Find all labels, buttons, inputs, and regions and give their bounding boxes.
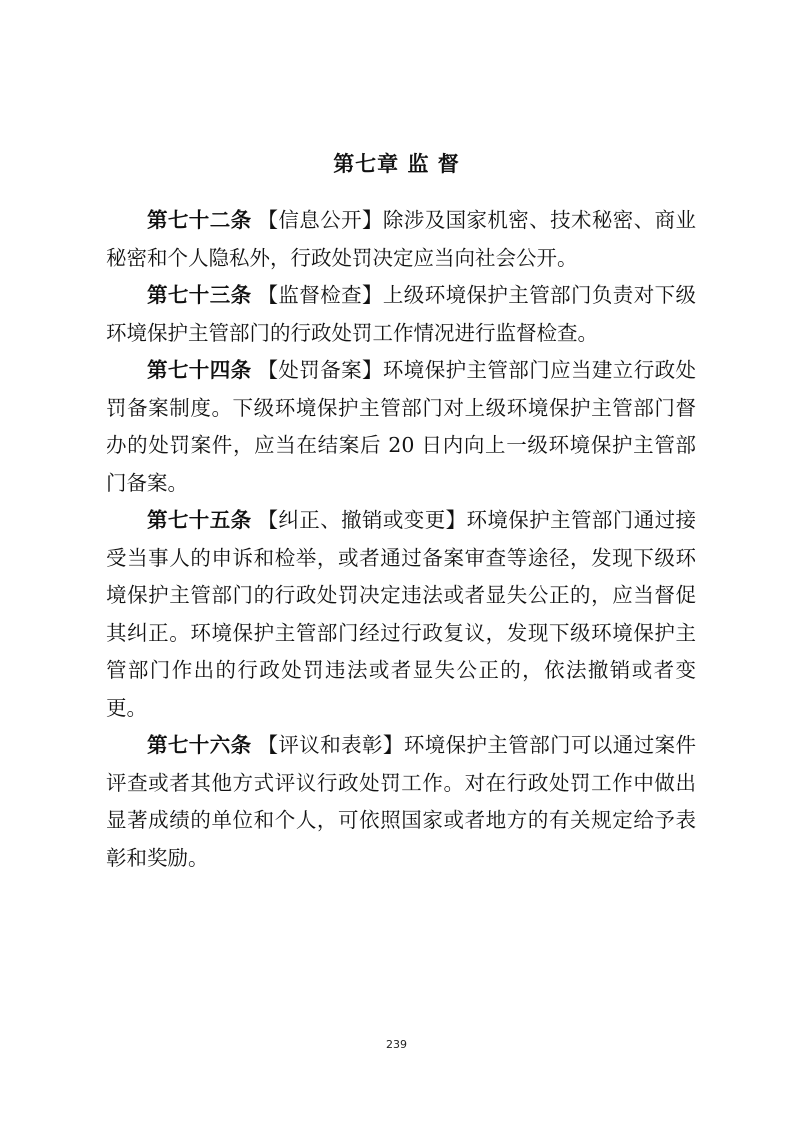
article-75 bbox=[106, 502, 696, 727]
article-73 bbox=[106, 277, 696, 352]
article-72 bbox=[106, 202, 696, 277]
article-tag: 【评议和表彰】 bbox=[257, 733, 404, 757]
article-text: 环境保护主管部门应当建立行政处罚备案制度。下级环境保护主管部门对上级环境保护主管部门督办的处罚案件，应当在结案后 20 日内向上一级环境保护主管部门备案。 bbox=[106, 358, 697, 495]
article-tag: 【监督检查】 bbox=[257, 283, 383, 307]
article-number: 第七十六条 bbox=[147, 733, 252, 757]
article-tag: 【信息公开】 bbox=[257, 208, 383, 232]
article-text: 环境保护主管部门可以通过案件评查或者其他方式评议行政处罚工作。对在行政处罚工作中做出显著成绩的单位和个人，可依照国家或者地方的有关规定给予表彰和奖励。 bbox=[106, 733, 697, 870]
article-number: 第七十五条 bbox=[147, 508, 252, 532]
article-number: 第七十四条 bbox=[147, 358, 252, 382]
article-number: 第七十二条 bbox=[147, 208, 252, 232]
article-number: 第七十三条 bbox=[147, 283, 252, 307]
article-tag: 【处罚备案】 bbox=[257, 358, 383, 382]
article-text: 上级环境保护主管部门负责对下级环境保护主管部门的行政处罚工作情况进行监督检查。 bbox=[106, 283, 697, 345]
article-74 bbox=[106, 352, 696, 502]
article-text: 除涉及国家机密、技术秘密、商业秘密和个人隐私外，行政处罚决定应当向社会公开。 bbox=[106, 208, 697, 270]
chapter-title: 第七章 监 督 bbox=[333, 152, 460, 176]
article-tag: 【纠正、撤销或变更】 bbox=[257, 508, 467, 532]
article-76 bbox=[106, 727, 696, 877]
page-number: 239 bbox=[386, 1038, 407, 1051]
article-text: 环境保护主管部门通过接受当事人的申诉和检举，或者通过备案审查等途径，发现下级环境保护主管部门的行政处罚决定违法或者显失公正的，应当督促其纠正。环境保护主管部门经过行政复议，发现下级环境保护主管部门作出的行政处罚违法或者显失公正的，依法撤销或者变更。 bbox=[106, 508, 696, 720]
